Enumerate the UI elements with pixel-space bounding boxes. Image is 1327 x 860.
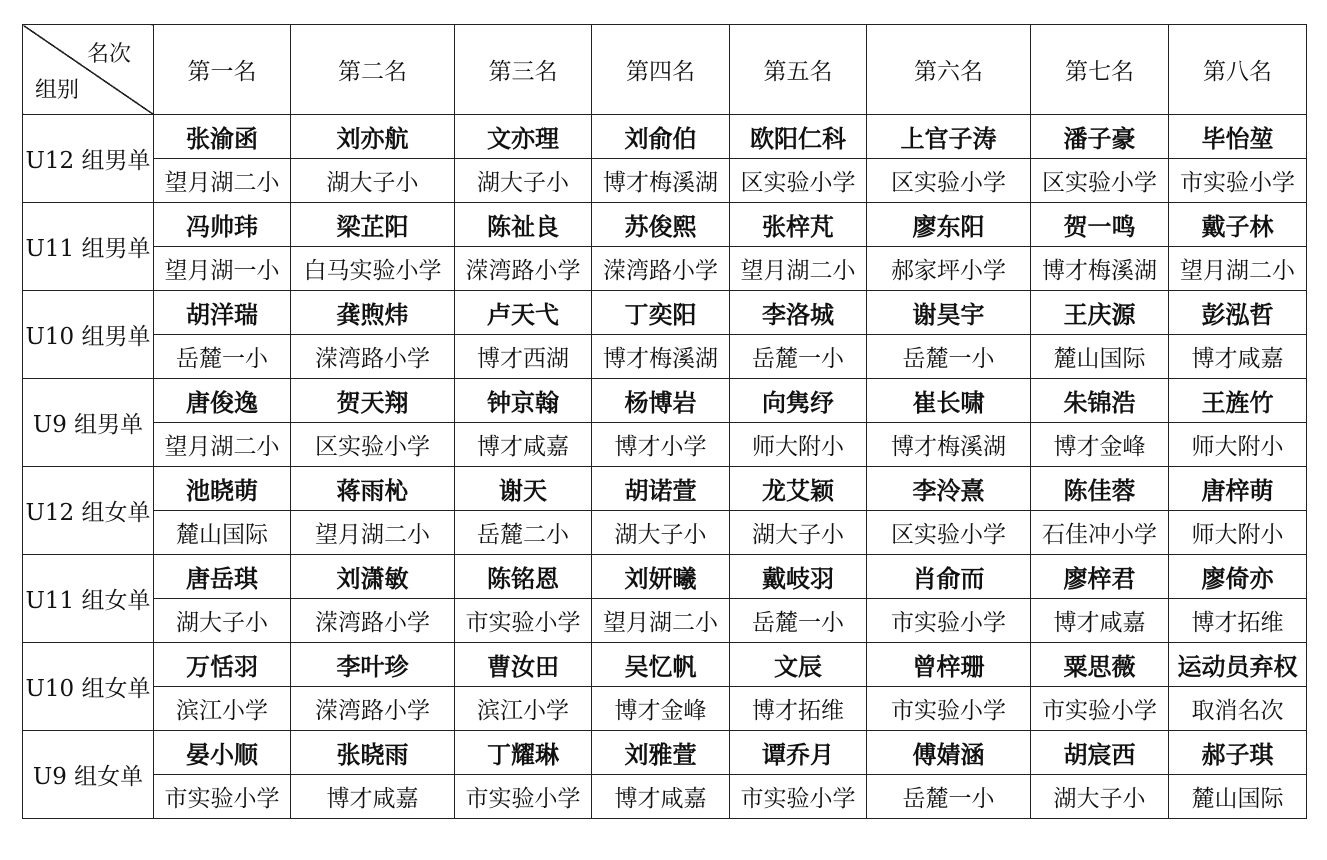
rank-header-7: 第七名 — [1031, 25, 1169, 115]
group-label-cell: U10 组女单 — [23, 643, 154, 731]
school-name-cell: 溁湾路小学 — [592, 247, 730, 291]
table-row-names — [23, 291, 1307, 335]
rank-header-4: 第四名 — [592, 25, 730, 115]
school-name-cell: 博才梅溪湖 — [867, 423, 1031, 467]
school-name-cell: 博才咸嘉 — [1031, 599, 1169, 643]
player-name-cell: 丁耀琳 — [455, 731, 592, 775]
school-name-cell: 望月湖二小 — [154, 159, 291, 203]
school-name-cell: 博才咸嘉 — [291, 775, 455, 819]
corner-group-label: 组别 — [35, 78, 80, 103]
table-row-schools — [23, 687, 1307, 731]
school-name-cell: 望月湖二小 — [154, 423, 291, 467]
player-name-cell: 刘雅萱 — [592, 731, 730, 775]
school-name-cell: 滨江小学 — [154, 687, 291, 731]
rank-header-1: 第一名 — [154, 25, 291, 115]
school-name-cell: 师大附小 — [1169, 511, 1307, 555]
group-label-cell: U11 组男单 — [23, 203, 154, 291]
school-name-cell: 区实验小学 — [867, 159, 1031, 203]
player-name-cell: 粟思薇 — [1031, 643, 1169, 687]
player-name-cell: 肖俞而 — [867, 555, 1031, 599]
player-name-cell: 郝子琪 — [1169, 731, 1307, 775]
school-name-cell: 麓山国际 — [154, 511, 291, 555]
player-name-cell: 吴忆帆 — [592, 643, 730, 687]
player-name-cell: 蒋雨杺 — [291, 467, 455, 511]
school-name-cell: 博才小学 — [592, 423, 730, 467]
player-name-cell: 万恬羽 — [154, 643, 291, 687]
player-name-cell: 谢天 — [455, 467, 592, 511]
school-name-cell: 郝家坪小学 — [867, 247, 1031, 291]
school-name-cell: 市实验小学 — [154, 775, 291, 819]
player-name-cell: 李叶珍 — [291, 643, 455, 687]
player-name-cell: 廖东阳 — [867, 203, 1031, 247]
player-name-cell: 文辰 — [730, 643, 867, 687]
school-name-cell: 市实验小学 — [730, 775, 867, 819]
table-row-names — [23, 731, 1307, 775]
player-name-cell: 向隽纾 — [730, 379, 867, 423]
player-name-cell: 苏俊熙 — [592, 203, 730, 247]
player-name-cell: 池晓萌 — [154, 467, 291, 511]
player-name-cell: 卢天弋 — [455, 291, 592, 335]
player-name-cell: 钟京翰 — [455, 379, 592, 423]
school-name-cell: 溁湾路小学 — [291, 335, 455, 379]
player-name-cell: 戴岐羽 — [730, 555, 867, 599]
player-name-cell: 唐岳琪 — [154, 555, 291, 599]
player-name-cell: 唐俊逸 — [154, 379, 291, 423]
school-name-cell: 湖大子小 — [291, 159, 455, 203]
school-name-cell: 望月湖二小 — [592, 599, 730, 643]
player-name-cell: 王庆源 — [1031, 291, 1169, 335]
school-name-cell: 湖大子小 — [592, 511, 730, 555]
school-name-cell: 麓山国际 — [1031, 335, 1169, 379]
school-name-cell: 望月湖一小 — [154, 247, 291, 291]
school-name-cell: 湖大子小 — [730, 511, 867, 555]
group-label-cell: U12 组女单 — [23, 467, 154, 555]
school-name-cell: 博才咸嘉 — [592, 775, 730, 819]
school-name-cell: 岳麓一小 — [730, 335, 867, 379]
school-name-cell: 湖大子小 — [1031, 775, 1169, 819]
results-body — [23, 115, 1307, 819]
player-name-cell: 龙艾颖 — [730, 467, 867, 511]
table-row-schools — [23, 159, 1307, 203]
school-name-cell: 师大附小 — [1169, 423, 1307, 467]
player-name-cell: 刘俞伯 — [592, 115, 730, 159]
school-name-cell: 博才金峰 — [1031, 423, 1169, 467]
school-name-cell: 市实验小学 — [1031, 687, 1169, 731]
school-name-cell: 博才拓维 — [730, 687, 867, 731]
school-name-cell: 博才梅溪湖 — [592, 335, 730, 379]
school-name-cell: 溁湾路小学 — [291, 599, 455, 643]
player-name-cell: 胡洋瑞 — [154, 291, 291, 335]
table-row-names — [23, 643, 1307, 687]
school-name-cell: 市实验小学 — [867, 599, 1031, 643]
player-name-cell: 谢昊宇 — [867, 291, 1031, 335]
table-row-names — [23, 203, 1307, 247]
table-row-schools — [23, 599, 1307, 643]
player-name-cell: 胡诺萱 — [592, 467, 730, 511]
school-name-cell: 岳麓一小 — [730, 599, 867, 643]
school-name-cell: 博才梅溪湖 — [1031, 247, 1169, 291]
player-name-cell: 曾梓珊 — [867, 643, 1031, 687]
school-name-cell: 博才咸嘉 — [455, 423, 592, 467]
school-name-cell: 望月湖二小 — [730, 247, 867, 291]
table-row-schools — [23, 423, 1307, 467]
table-row-names — [23, 115, 1307, 159]
school-name-cell: 区实验小学 — [730, 159, 867, 203]
table-row-schools — [23, 335, 1307, 379]
player-name-cell: 上官子涛 — [867, 115, 1031, 159]
rank-header-8: 第八名 — [1169, 25, 1307, 115]
school-name-cell: 博才梅溪湖 — [592, 159, 730, 203]
school-name-cell: 岳麓二小 — [455, 511, 592, 555]
player-name-cell: 杨博岩 — [592, 379, 730, 423]
school-name-cell: 博才金峰 — [592, 687, 730, 731]
player-name-cell: 梁芷阳 — [291, 203, 455, 247]
player-name-cell: 陈祉良 — [455, 203, 592, 247]
school-name-cell: 师大附小 — [730, 423, 867, 467]
school-name-cell: 望月湖二小 — [1169, 247, 1307, 291]
school-name-cell: 博才咸嘉 — [1169, 335, 1307, 379]
rank-header-6: 第六名 — [867, 25, 1031, 115]
rank-header-5: 第五名 — [730, 25, 867, 115]
school-name-cell: 区实验小学 — [867, 511, 1031, 555]
player-name-cell: 张梓芃 — [730, 203, 867, 247]
table-row-schools — [23, 775, 1307, 819]
school-name-cell: 溁湾路小学 — [455, 247, 592, 291]
player-name-cell: 傅婧涵 — [867, 731, 1031, 775]
player-name-cell: 冯帅玮 — [154, 203, 291, 247]
player-name-cell: 陈佳蓉 — [1031, 467, 1169, 511]
player-name-cell: 张渝函 — [154, 115, 291, 159]
player-name-cell: 运动员弃权 — [1169, 643, 1307, 687]
player-name-cell: 丁奕阳 — [592, 291, 730, 335]
school-name-cell: 白马实验小学 — [291, 247, 455, 291]
school-name-cell: 岳麓一小 — [154, 335, 291, 379]
group-label-cell: U9 组女单 — [23, 731, 154, 819]
rank-header-3: 第三名 — [455, 25, 592, 115]
player-name-cell: 文亦理 — [455, 115, 592, 159]
player-name-cell: 张晓雨 — [291, 731, 455, 775]
player-name-cell: 朱锦浩 — [1031, 379, 1169, 423]
player-name-cell: 戴子林 — [1169, 203, 1307, 247]
school-name-cell: 湖大子小 — [455, 159, 592, 203]
player-name-cell: 廖倚亦 — [1169, 555, 1307, 599]
group-label-cell: U12 组男单 — [23, 115, 154, 203]
player-name-cell: 欧阳仁科 — [730, 115, 867, 159]
school-name-cell: 区实验小学 — [1031, 159, 1169, 203]
player-name-cell: 彭泓哲 — [1169, 291, 1307, 335]
player-name-cell: 李泠熹 — [867, 467, 1031, 511]
player-name-cell: 曹汝田 — [455, 643, 592, 687]
player-name-cell: 廖梓君 — [1031, 555, 1169, 599]
school-name-cell: 滨江小学 — [455, 687, 592, 731]
player-name-cell: 刘潇敏 — [291, 555, 455, 599]
player-name-cell: 贺天翔 — [291, 379, 455, 423]
school-name-cell: 区实验小学 — [291, 423, 455, 467]
school-name-cell: 岳麓一小 — [867, 775, 1031, 819]
table-row-names — [23, 467, 1307, 511]
player-name-cell: 李洛城 — [730, 291, 867, 335]
player-name-cell: 毕怡堃 — [1169, 115, 1307, 159]
school-name-cell: 博才拓维 — [1169, 599, 1307, 643]
corner-rank-label: 名次 — [86, 42, 131, 67]
table-row-schools — [23, 247, 1307, 291]
table-row-names — [23, 555, 1307, 599]
group-label-cell: U9 组男单 — [23, 379, 154, 467]
player-name-cell: 陈铭恩 — [455, 555, 592, 599]
results-table — [22, 24, 1307, 819]
school-name-cell: 石佳冲小学 — [1031, 511, 1169, 555]
player-name-cell: 刘亦航 — [291, 115, 455, 159]
rank-header-2: 第二名 — [291, 25, 455, 115]
player-name-cell: 唐梓萌 — [1169, 467, 1307, 511]
player-name-cell: 谭乔月 — [730, 731, 867, 775]
school-name-cell: 岳麓一小 — [867, 335, 1031, 379]
school-name-cell: 市实验小学 — [867, 687, 1031, 731]
player-name-cell: 胡宸西 — [1031, 731, 1169, 775]
player-name-cell: 崔长啸 — [867, 379, 1031, 423]
school-name-cell: 湖大子小 — [154, 599, 291, 643]
player-name-cell: 王旌竹 — [1169, 379, 1307, 423]
school-name-cell: 取消名次 — [1169, 687, 1307, 731]
school-name-cell: 麓山国际 — [1169, 775, 1307, 819]
header-row — [23, 25, 1307, 115]
school-name-cell: 望月湖二小 — [291, 511, 455, 555]
player-name-cell: 晏小顺 — [154, 731, 291, 775]
table-row-names — [23, 379, 1307, 423]
table-row-schools — [23, 511, 1307, 555]
school-name-cell: 市实验小学 — [455, 775, 592, 819]
player-name-cell: 龚煦炜 — [291, 291, 455, 335]
school-name-cell: 博才西湖 — [455, 335, 592, 379]
school-name-cell: 市实验小学 — [1169, 159, 1307, 203]
group-label-cell: U10 组男单 — [23, 291, 154, 379]
group-label-cell: U11 组女单 — [23, 555, 154, 643]
player-name-cell: 潘子豪 — [1031, 115, 1169, 159]
school-name-cell: 溁湾路小学 — [291, 687, 455, 731]
player-name-cell: 贺一鸣 — [1031, 203, 1169, 247]
player-name-cell: 刘妍曦 — [592, 555, 730, 599]
school-name-cell: 市实验小学 — [455, 599, 592, 643]
corner-header-cell — [23, 25, 154, 115]
